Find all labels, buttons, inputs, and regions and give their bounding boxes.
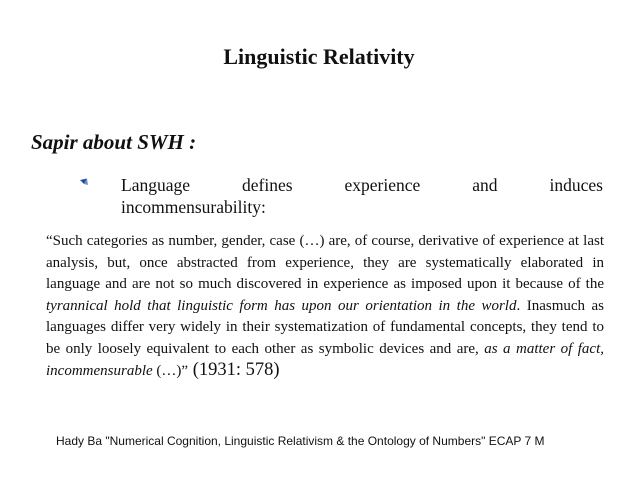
sapir-quote (46, 231, 604, 383)
quote-italic-1: tyrannical hold that linguistic form has upon our orientation in the world (46, 297, 517, 314)
quote-text-2: . Inasmuch as languages differ very widely in their systematization of fundamental concepts, they tend to be only loosely equivalent to each other as symbolic devices and are, (46, 297, 605, 357)
quote-citation: (1931: 578) (188, 360, 280, 380)
footer-text: Hady Ba "Numerical Cognition, Linguistic Relativism & the Ontology of Numbers" ECAP 7 M (56, 434, 545, 448)
slide-title: Linguistic Relativity (223, 44, 415, 69)
bullet-item (79, 174, 603, 218)
bullet-line-2: incommensurability: (121, 197, 266, 217)
quote-italic-2: as a matter of fact, incommensurable (46, 340, 604, 379)
arrow-bullet-icon (79, 178, 89, 188)
quote-text-1: “Such categories as number, gender, case (…) are, of course, derivative of experience at last analysis, but, once abstracted from experience, they are systematically elaborated in language and are not so much discovered in experience as imposed upon it because of the (46, 233, 604, 292)
bullet-line-1: Language defines experience and induces (121, 175, 603, 195)
section-heading: Sapir about SWH : (31, 130, 197, 154)
bullet-text (121, 174, 603, 218)
quote-text-3: (…)” (152, 363, 189, 379)
